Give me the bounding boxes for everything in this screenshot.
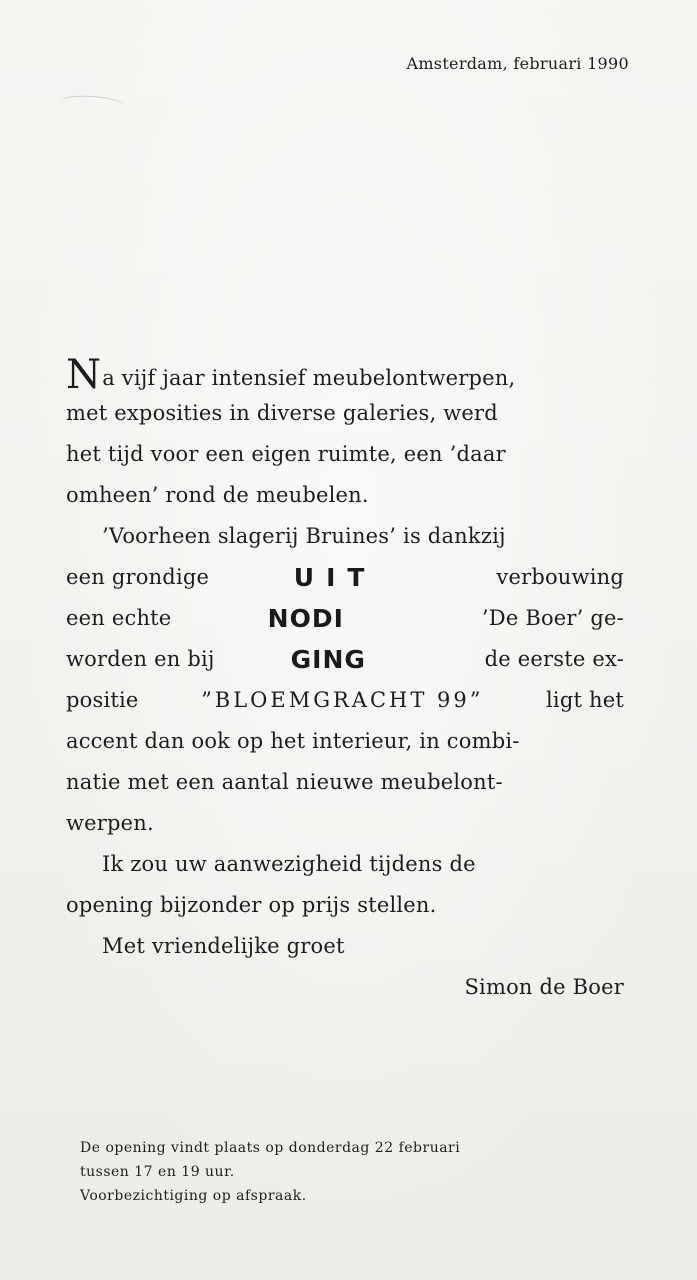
closing: Met vriendelijke groet [102,934,345,958]
letter-text: een grondige [66,565,210,589]
footer-line: tussen 17 en 19 uur. [80,1164,235,1180]
letter-line-3 [66,434,624,475]
letter-line-13 [66,844,624,885]
letter-line-10 [66,721,624,762]
letter-text: a vijf jaar intensief meubelontwerpen, [102,366,516,390]
letter-text: een echte [66,606,172,630]
letter-line-11 [66,762,624,803]
exhibition-title: ”BLOEMGRACHT 99” [201,688,484,712]
drop-cap: N [66,352,102,398]
letter-text: verbouwing [496,565,624,589]
letter-line-9 [66,680,624,721]
letter-line-14 [66,885,624,926]
stamp-word-uit: UIT [293,563,377,592]
letter-line-15 [66,926,624,967]
footer-line: Voorbezichtiging op afspraak. [80,1188,307,1204]
letter-text: met exposities in diverse galeries, werd [66,401,498,425]
letter-text: omheen’ rond de meubelen. [66,483,369,507]
letter-text: ligt het [546,688,624,712]
letter-text: positie [66,688,139,712]
letter-text: het tijd voor een eigen ruimte, een ’daar [66,442,506,466]
letter-text: de eerste ex- [484,647,624,671]
opening-details [80,1136,460,1208]
stamp-word-nodi: NODI [267,604,344,633]
letter-text: Ik zou uw aanwezigheid tijdens de [102,852,476,876]
letter-line-2 [66,393,624,434]
letter-line-1 [66,352,624,398]
letter-line-6 [66,557,624,598]
signature: Simon de Boer [464,975,624,999]
letter-line-16 [66,967,624,1008]
footer-line: De opening vindt plaats op donderdag 22 februari [80,1140,461,1156]
letter-line-8 [66,639,624,680]
letter-text: worden en bij [66,647,215,671]
pencil-mark [60,94,125,113]
stamp-word-ging: GING [290,645,366,674]
letter-line-5 [66,516,624,557]
letter-text: accent dan ook op het interieur, in combi- [66,729,520,753]
letter-line-12 [66,803,624,844]
letter-line-4 [66,475,624,516]
letter-text: ’De Boer’ ge- [481,606,624,630]
letter-line-7 [66,598,624,639]
place-date: Amsterdam, februari 1990 [406,54,629,73]
letter-text: natie met een aantal nieuwe meubelont- [66,770,503,794]
letter-body [66,352,624,1008]
letter-text: opening bijzonder op prijs stellen. [66,893,437,917]
letter-text: werpen. [66,811,154,835]
letter-text: ’Voorheen slagerij Bruines’ is dankzij [102,524,506,548]
